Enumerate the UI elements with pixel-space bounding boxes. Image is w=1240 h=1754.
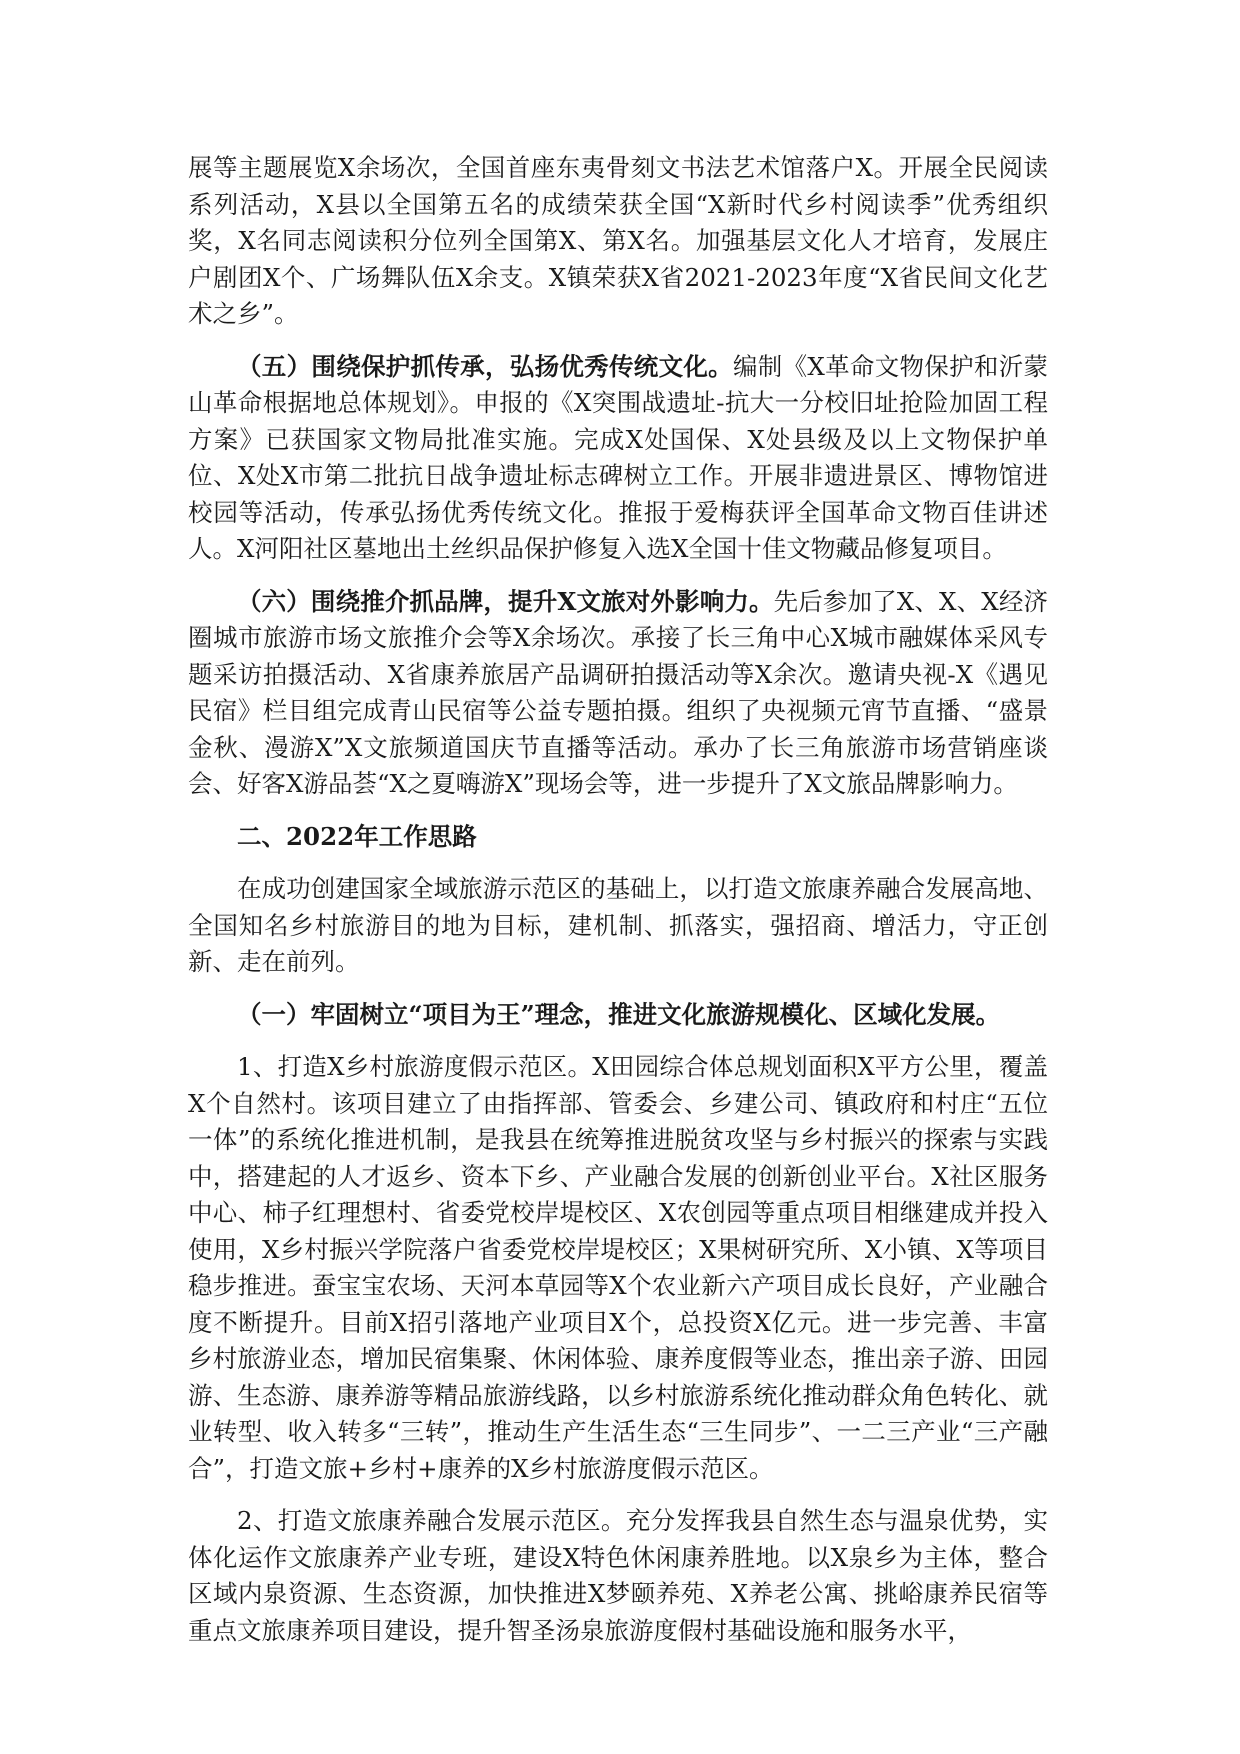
paragraph-continued [188, 150, 1048, 333]
paragraph-item-2 [188, 1503, 1048, 1649]
paragraph-text: 编制《X革命文物保护和沂蒙山革命根据地总体规划》。申报的《X突围战遗址-抗大一分校旧址抢险加固工程方案》已获国家文物局批准实施。完成X处国保、X处县级及以上文物保护单位、X处X市第二批抗日战争遗址标志碑树立工作。开展非遗进景区、博物馆进校园等活动，传承弘扬优秀传统文化。推报于爱梅获评全国革命文物百佳讲述人。X河阳社区墓地出土丝织品保护修复入选X全国十佳文物藏品修复项目。 [188, 351, 1048, 563]
paragraph-section-six [188, 584, 1048, 803]
paragraph-lead: （五）围绕保护抓传承，弘扬优秀传统文化。 [237, 351, 733, 381]
paragraph-text: 2、打造文旅康养融合发展示范区。充分发挥我县自然生态与温泉优势，实体化运作文旅康养产业专班，建设X特色休闲康养胜地。以X泉乡为主体，整合区域内泉资源、生态资源，加快推进X梦颐养苑、X养老公寓、挑峪康养民宿等重点文旅康养项目建设，提升智圣汤泉旅游度假村基础设施和服务水平， [188, 1506, 1048, 1645]
paragraph-lead: （六）围绕推介抓品牌，提升X文旅对外影响力。 [237, 586, 774, 616]
paragraph-text: 展等主题展览X余场次，全国首座东夷骨刻文书法艺术馆落户X。开展全民阅读系列活动，X县以全国第五名的成绩荣获全国“X新时代乡村阅读季”优秀组织奖，X名同志阅读积分位列全国第X、第X名。加强基层文化人才培育，发展庄户剧团X个、广场舞队伍X余支。X镇荣获X省2021-2023年度“X省民间文化艺术之乡”。 [188, 153, 1048, 328]
document-page [188, 150, 1048, 1665]
section-heading-2022 [188, 819, 1048, 856]
heading-text: 二、2022年工作思路 [237, 821, 477, 851]
paragraph-text: 在成功创建国家全域旅游示范区的基础上，以打造文旅康养融合发展高地、全国知名乡村旅游目的地为目标，建机制、抓落实，强招商、增活力，守正创新、走在前列。 [188, 874, 1048, 976]
paragraph-intro-2022 [188, 871, 1048, 981]
paragraph-text: 先后参加了X、X、X经济圈城市旅游市场文旅推介会等X余场次。承接了长三角中心X城市融媒体采风专题采访拍摄活动、X省康养旅居产品调研拍摄活动等X余次。邀请央视-X《遇见民宿》栏目组完成青山民宿等公益专题拍摄。组织了央视频元宵节直播、“盛景金秋、漫游X”X文旅频道国庆节直播等活动。承办了长三角旅游市场营销座谈会、好客X游品荟“X之夏嗨游X”现场会等，进一步提升了X文旅品牌影响力。 [188, 586, 1049, 798]
heading-text: （一）牢固树立“项目为王”理念，推进文化旅游规模化、区域化发展。 [237, 999, 1001, 1029]
subsection-heading-one [188, 997, 1048, 1034]
paragraph-item-1 [188, 1049, 1048, 1487]
paragraph-text: 1、打造X乡村旅游度假示范区。X田园综合体总规划面积X平方公里，覆盖X个自然村。该项目建立了由指挥部、管委会、乡建公司、镇政府和村庄“五位一体”的系统化推进机制，是我县在统筹推进脱贫攻坚与乡村振兴的探索与实践中，搭建起的人才返乡、资本下乡、产业融合发展的创新创业平台。X社区服务中心、柿子红理想村、省委党校岸堤校区、X农创园等重点项目相继建成并投入使用，X乡村振兴学院落户省委党校岸堤校区；X果树研究所、X小镇、X等项目稳步推进。蚕宝宝农场、天河本草园等X个农业新六产项目成长良好，产业融合度不断提升。目前X招引落地产业项目X个，总投资X亿元。进一步完善、丰富乡村旅游业态，增加民宿集聚、休闲体验、康养度假等业态，推出亲子游、田园游、生态游、康养游等精品旅游线路，以乡村旅游系统化推动群众角色转化、就业转型、收入转多“三转”，推动生产生活生态“三生同步”、一二三产业“三产融合”，打造文旅+乡村+康养的X乡村旅游度假示范区。 [188, 1052, 1048, 1483]
paragraph-section-five [188, 349, 1048, 568]
